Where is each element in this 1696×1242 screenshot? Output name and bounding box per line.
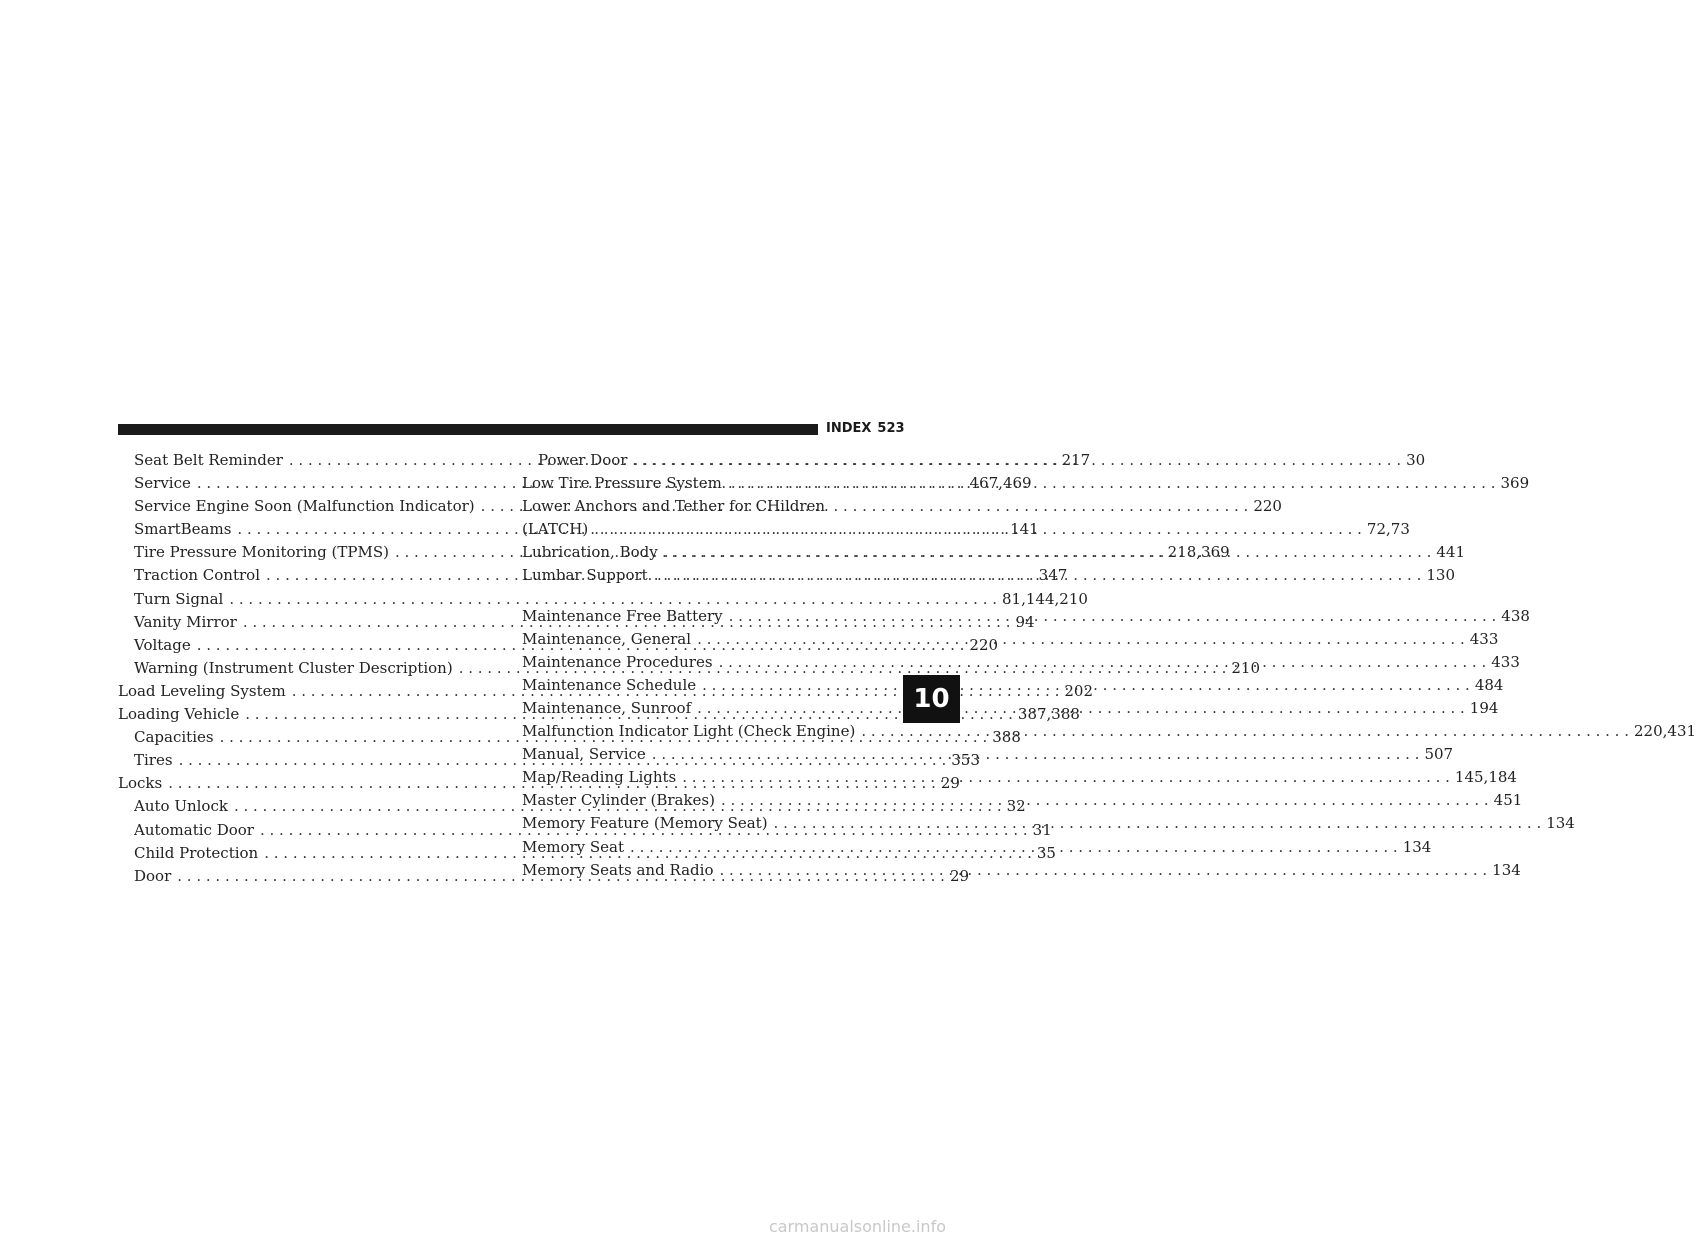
entry-label: Low Tire Pressure System <box>522 474 722 493</box>
entry-page: 218,369 <box>1167 543 1230 562</box>
entry-page: 387,388 <box>1017 705 1080 724</box>
dot-leader <box>713 859 1487 882</box>
entry-label: Warning (Instrument Cluster Description) <box>134 658 453 677</box>
entry-label: Lumbar Support <box>522 566 648 585</box>
entry-page: 347 <box>1038 566 1068 585</box>
entry-label: Memory Seats and Radio <box>522 860 714 879</box>
entry-label: Loading Vehicle <box>118 705 240 724</box>
entry-page: 31 <box>1032 820 1052 839</box>
entry-label: Turn Signal <box>134 589 224 608</box>
dot-leader <box>696 674 1470 697</box>
entry-page: 433 <box>1491 652 1520 671</box>
entry-label: Power Door <box>538 451 628 469</box>
entry-label: Maintenance, Sunroof <box>522 698 692 717</box>
entry-page: 467,469 <box>969 474 1032 493</box>
entry-label: Tire Pressure Monitoring (TPMS) <box>134 543 389 562</box>
dot-leader <box>658 541 1432 564</box>
entry-page: 210 <box>1231 658 1260 677</box>
entry-label: Seat Belt Reminder <box>134 451 283 469</box>
entry-page: 369 <box>1500 474 1530 493</box>
entry-page: 81,144,210 <box>1002 589 1088 608</box>
entry-label: Load Leveling System <box>118 681 286 700</box>
entry-label: Memory Seat <box>522 837 625 856</box>
entry-page: 30 <box>1406 451 1426 469</box>
entry-label: Maintenance Schedule <box>522 675 697 694</box>
entry-label: Child Protection <box>134 843 259 862</box>
entry-label: Service <box>134 474 191 493</box>
entry-label: Automatic Door <box>134 820 254 839</box>
entry-label: Lubrication, Body <box>522 543 658 562</box>
dot-leader <box>768 812 1542 835</box>
entry-page: 220 <box>969 635 999 654</box>
header-rule <box>118 424 818 435</box>
entry-page: 134 <box>1492 860 1521 879</box>
dot-leader <box>646 743 1420 766</box>
entry-page: 134 <box>1402 837 1432 856</box>
entry-label: Memory Feature (Memory Seat) <box>522 814 768 833</box>
entry-label: Voltage <box>134 635 191 654</box>
entry-page: 220 <box>1253 497 1282 516</box>
entry-label: Capacities <box>134 728 214 747</box>
entry-page: 29 <box>940 774 960 793</box>
entry-label: Maintenance Procedures <box>522 652 713 671</box>
index-entry-latch-line1: Lower Anchors and Tether for CHildren <box>522 497 826 516</box>
dot-leader <box>713 651 1487 674</box>
entry-label: Vanity Mirror <box>134 612 237 631</box>
entry-page: 72,73 <box>1366 520 1410 539</box>
entry-label: SmartBeams <box>134 520 232 539</box>
entry-label: Traction Control <box>134 566 260 585</box>
dot-leader <box>855 720 1629 743</box>
entry-page: 441 <box>1436 543 1466 562</box>
watermark-text: carmanualsonline.info <box>768 1217 946 1236</box>
entry-page: 438 <box>1501 606 1530 625</box>
section-title: INDEX <box>826 421 872 436</box>
entry-label: Locks <box>118 774 163 793</box>
entry-page: 507 <box>1424 745 1454 764</box>
entry-label: Maintenance, General <box>522 629 692 648</box>
entry-label: Malfunction Indicator Light (Check Engine) <box>522 722 856 741</box>
entry-page: 484 <box>1474 675 1504 694</box>
entry-page: 94 <box>1015 612 1035 631</box>
dot-leader <box>624 836 1398 859</box>
entry-page: 134 <box>1546 814 1575 833</box>
entry-page: 145,184 <box>1454 768 1517 787</box>
dot-leader <box>691 697 1465 720</box>
entry-page: 141 <box>1010 520 1039 539</box>
index-entry <box>118 588 1088 611</box>
entry-label: Maintenance Free Battery <box>522 606 723 625</box>
entry-label: Tires <box>134 751 173 770</box>
entry-page: 35 <box>1036 843 1056 862</box>
dot-leader <box>648 564 1422 587</box>
dot-leader <box>715 789 1489 812</box>
dot-leader <box>676 766 1450 789</box>
entry-label: Master Cylinder (Brakes) <box>522 791 715 810</box>
page-number: 523 <box>877 421 905 436</box>
entry-page: 433 <box>1469 629 1499 648</box>
dot-leader <box>722 472 1496 495</box>
entry-page: 217 <box>1061 451 1091 469</box>
entry-page: 388 <box>992 728 1021 747</box>
dot-leader <box>723 605 1497 628</box>
entry-page: 353 <box>951 751 980 770</box>
entry-page: 202 <box>1064 681 1094 700</box>
entry-page: 194 <box>1469 698 1499 717</box>
entry-label: Service Engine Soon (Malfunction Indicator) <box>134 497 475 516</box>
entry-label: Auto Unlock <box>134 797 228 816</box>
entry-label: (LATCH) <box>522 520 589 539</box>
dot-leader <box>588 518 1362 541</box>
dot-leader <box>627 449 1401 472</box>
entry-label: Map/Reading Lights <box>522 768 677 787</box>
entry-page: 29 <box>949 866 970 885</box>
dot-leader <box>691 628 1465 651</box>
entry-page: 32 <box>1006 797 1026 816</box>
entry-label: Manual, Service <box>522 745 646 764</box>
entry-page: 130 <box>1426 566 1456 585</box>
group-gap <box>522 588 896 605</box>
entry-label: Door <box>134 866 172 885</box>
chapter-tab: 10 <box>903 675 960 723</box>
entry-page: 451 <box>1493 791 1523 810</box>
running-header <box>826 420 905 438</box>
entry-page: 220,431 <box>1634 722 1696 741</box>
